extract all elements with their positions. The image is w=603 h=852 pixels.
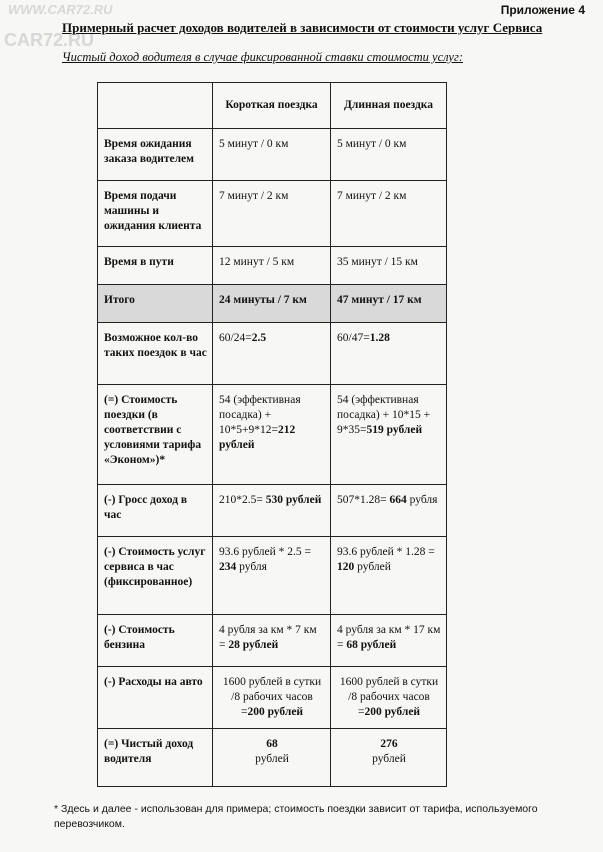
cell-long bbox=[331, 323, 447, 385]
row-label: (-) Гросс доход в час bbox=[98, 485, 213, 537]
cell-value: 212 рублей bbox=[219, 423, 296, 451]
table-row bbox=[98, 181, 447, 247]
cell-unit: рубля bbox=[236, 560, 267, 573]
cell-short bbox=[213, 385, 331, 485]
cell-value: 68 рублей bbox=[346, 638, 397, 651]
cell-long: 7 минут / 2 км bbox=[331, 181, 447, 247]
cell-long bbox=[331, 537, 447, 615]
cell-unit: рублей bbox=[255, 752, 289, 765]
table-row bbox=[98, 129, 447, 181]
header-short-trip: Короткая поездка bbox=[213, 83, 331, 129]
row-label: (-) Стоимость бензина bbox=[98, 615, 213, 667]
table-row bbox=[98, 485, 447, 537]
table-header-row bbox=[98, 83, 447, 129]
cell-unit: рублей bbox=[354, 560, 391, 573]
cell-long bbox=[331, 615, 447, 667]
cell-text: 1600 рублей в сутки /8 рабочих часов = bbox=[222, 676, 322, 718]
cell-value: 68 bbox=[266, 738, 278, 750]
cell-value: 1.28 bbox=[369, 332, 390, 344]
cell-text: 54 (эффективная посадка) + 10*5+9*12= bbox=[219, 394, 301, 436]
cell-value: 28 рублей bbox=[228, 638, 279, 651]
cell-text: 60/47= bbox=[337, 332, 370, 344]
table-row bbox=[98, 729, 447, 787]
cell-short: 7 минут / 2 км bbox=[213, 181, 331, 247]
cell-text: 93.6 рублей * 1.28 = bbox=[337, 546, 435, 558]
row-label: Итого bbox=[98, 285, 213, 323]
cell-unit: рублей bbox=[372, 752, 406, 765]
cell-long bbox=[331, 667, 447, 729]
row-label: (=) Стоимость поездки (в соответствии с условиями тарифа «Эконом»)* bbox=[98, 385, 213, 485]
cell-short: 5 минут / 0 км bbox=[213, 129, 331, 181]
row-label: Возможное кол-во таких поездок в час bbox=[98, 323, 213, 385]
cell-value: 120 bbox=[337, 560, 355, 573]
header-empty bbox=[98, 83, 213, 129]
cell-long: 47 минут / 17 км bbox=[331, 285, 447, 323]
table-row bbox=[98, 385, 447, 485]
cell-short bbox=[213, 323, 331, 385]
row-label: Время в пути bbox=[98, 247, 213, 285]
document-subtitle: Чистый доход водителя в случае фиксированной ставки стоимости услуг: bbox=[62, 50, 464, 64]
cell-text: 4 рубля за км * 17 км = bbox=[337, 624, 441, 651]
cell-text: 54 (эффективная посадка) + 10*15 + 9*35= bbox=[337, 394, 431, 436]
cell-value: 519 рублей bbox=[366, 423, 423, 436]
cell-long: 5 минут / 0 км bbox=[331, 129, 447, 181]
cell-short bbox=[213, 667, 331, 729]
table-row bbox=[98, 323, 447, 385]
cell-long bbox=[331, 385, 447, 485]
cell-value: 530 рублей bbox=[265, 494, 322, 506]
row-label: Время ожидания заказа водителем bbox=[98, 129, 213, 181]
cell-short bbox=[213, 729, 331, 787]
cell-long bbox=[331, 729, 447, 787]
row-label: (-) Расходы на авто bbox=[98, 667, 213, 729]
cell-text: 93.6 рублей * 2.5 = bbox=[219, 546, 311, 558]
cell-value: 276 bbox=[380, 738, 398, 750]
cell-short bbox=[213, 537, 331, 615]
cell-value: 2.5 bbox=[251, 332, 267, 344]
table-row bbox=[98, 537, 447, 615]
table-row-total bbox=[98, 285, 447, 323]
appendix-label: Приложение 4 bbox=[500, 3, 585, 17]
cell-value: 200 рублей bbox=[364, 705, 421, 718]
cell-value: 200 рублей bbox=[247, 705, 304, 718]
cell-short bbox=[213, 485, 331, 537]
cell-unit: рубля bbox=[406, 494, 438, 506]
header-long-trip: Длинная поездка bbox=[331, 83, 447, 129]
cell-text: 507*1.28= bbox=[337, 494, 390, 506]
row-label: Время подачи машины и ожидания клиента bbox=[98, 181, 213, 247]
watermark-url: WWW.CAR72.RU bbox=[8, 2, 113, 17]
income-table bbox=[97, 82, 447, 787]
cell-short: 24 минуты / 7 км bbox=[213, 285, 331, 323]
cell-short bbox=[213, 615, 331, 667]
table-row bbox=[98, 247, 447, 285]
cell-text: 1600 рублей в сутки /8 рабочих часов = bbox=[339, 676, 439, 718]
row-label: (-) Стоимость услуг сервиса в час (фиксированное) bbox=[98, 537, 213, 615]
cell-text: 4 рубля за км * 7 км = bbox=[219, 624, 317, 651]
footnote: * Здесь и далее - использован для примера; стоимость поездки зависит от тарифа, используемого перевозчиком. bbox=[54, 803, 538, 830]
watermark-logo: CAR72.RU bbox=[4, 30, 95, 50]
cell-text: 210*2.5= bbox=[219, 494, 266, 506]
cell-long bbox=[331, 485, 447, 537]
cell-long: 35 минут / 15 км bbox=[331, 247, 447, 285]
cell-value: 664 bbox=[389, 494, 407, 506]
cell-text: 60/24= bbox=[219, 332, 252, 344]
row-label: (=) Чистый доход водителя bbox=[98, 729, 213, 787]
table-row bbox=[98, 667, 447, 729]
cell-value: 234 bbox=[219, 560, 237, 573]
document-title: Примерный расчет доходов водителей в зависимости от стоимости услуг Сервиса bbox=[62, 20, 543, 35]
table-row bbox=[98, 615, 447, 667]
cell-short: 12 минут / 5 км bbox=[213, 247, 331, 285]
